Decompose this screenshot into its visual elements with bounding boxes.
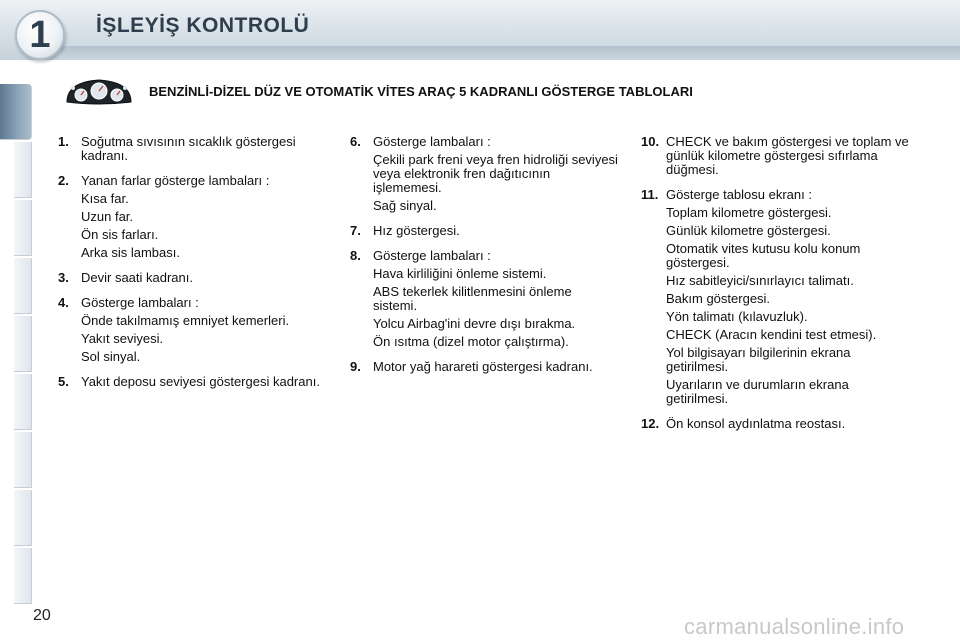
legend-item	[350, 135, 618, 213]
item-number: 7.	[350, 223, 361, 238]
legend-item	[641, 417, 909, 431]
section-heading: BENZİNLİ-DİZEL DÜZ VE OTOMATİK VİTES ARAÇ 5 KADRANLI GÖSTERGE TABLOLARI	[149, 84, 693, 99]
legend-item	[58, 174, 320, 260]
item-number: 10.	[641, 134, 660, 149]
item-number: 11.	[641, 187, 659, 202]
item-text: Motor yağ harareti göstergesi kadranı.	[373, 359, 593, 374]
item-text: Gösterge lambaları :	[81, 295, 199, 310]
item-text: Soğutma sıvısının sıcaklık göstergesi kadranı.	[81, 134, 296, 163]
item-number: 9.	[350, 359, 361, 374]
legend-item	[641, 188, 909, 406]
item-subtext: Yakıt seviyesi.	[81, 331, 164, 346]
legend-item	[350, 224, 618, 238]
item-subtext: Hava kirliliğini önleme sistemi.	[373, 266, 547, 281]
legend-column-3	[641, 135, 909, 442]
page-number: 20	[33, 607, 51, 624]
legend-item	[58, 271, 320, 285]
legend-item	[58, 375, 320, 389]
item-text: Ön konsol aydınlatma reostası.	[666, 416, 846, 431]
item-subtext: Yolcu Airbag'ini devre dışı bırakma.	[373, 316, 576, 331]
item-text: Yakıt deposu seviyesi göstergesi kadranı.	[81, 374, 320, 389]
item-subtext: CHECK (Aracın kendini test etmesi).	[666, 327, 877, 342]
header-shade	[60, 46, 960, 60]
legend-item	[350, 249, 618, 349]
item-number: 3.	[58, 270, 69, 285]
item-subtext: Otomatik vites kutusu kolu konum göstergesi.	[666, 241, 861, 270]
chapter-tab-5[interactable]	[14, 316, 32, 372]
legend-item	[58, 135, 320, 163]
item-subtext: Toplam kilometre göstergesi.	[666, 205, 832, 220]
item-number: 2.	[58, 173, 69, 188]
item-number: 12.	[641, 416, 660, 431]
chapter-tab-9[interactable]	[14, 548, 32, 604]
legend-item	[350, 360, 618, 374]
chapter-tab-3[interactable]	[14, 200, 32, 256]
item-subtext: Çekili park freni veya fren hidroliği seviyesi veya elektronik fren dağıtıcının işlememesi.	[373, 152, 618, 195]
item-subtext: Ön ısıtma (dizel motor çalıştırma).	[373, 334, 569, 349]
chapter-badge	[15, 10, 65, 60]
item-subtext: Sağ sinyal.	[373, 198, 437, 213]
item-subtext: Önde takılmamış emniyet kemerleri.	[81, 313, 290, 328]
item-subtext: Sol sinyal.	[81, 349, 141, 364]
chapter-tab-4[interactable]	[14, 258, 32, 314]
legend-item	[58, 296, 320, 364]
item-subtext: Yön talimatı (kılavuzluk).	[666, 309, 808, 324]
item-subtext: Uyarıların ve durumların ekrana getirilmesi.	[666, 377, 849, 406]
item-text: Gösterge lambaları :	[373, 134, 491, 149]
item-text: Gösterge lambaları :	[373, 248, 491, 263]
item-subtext: Kısa far.	[81, 191, 129, 206]
watermark: carmanualsonline.info	[684, 614, 905, 639]
item-text: Devir saati kadranı.	[81, 270, 193, 285]
legend-item	[641, 135, 909, 177]
item-number: 6.	[350, 134, 361, 149]
item-text: Gösterge tablosu ekranı :	[666, 187, 812, 202]
item-subtext: ABS tekerlek kilitlenmesini önleme sistemi.	[373, 284, 572, 313]
chapter-tab-strip	[0, 62, 34, 582]
item-subtext: Ön sis farları.	[81, 227, 159, 242]
legend-column-2	[350, 135, 618, 385]
item-text: CHECK ve bakım göstergesi ve toplam ve günlük kilometre göstergesi sıfırlama düğmesi.	[666, 134, 909, 177]
item-subtext: Yol bilgisayarı bilgilerinin ekrana getirilmesi.	[666, 345, 851, 374]
chapter-tab-2[interactable]	[14, 142, 32, 198]
page-title: İŞLEYİŞ KONTROLÜ	[96, 14, 310, 37]
chapter-tab-1[interactable]	[0, 84, 32, 140]
chapter-tab-8[interactable]	[14, 490, 32, 546]
item-text: Hız göstergesi.	[373, 223, 460, 238]
item-subtext: Bakım göstergesi.	[666, 291, 771, 306]
item-number: 8.	[350, 248, 361, 263]
chapter-number: 1	[29, 14, 51, 56]
chapter-tab-7[interactable]	[14, 432, 32, 488]
item-subtext: Arka sis lambası.	[81, 245, 180, 260]
dashboard-gauges-icon	[63, 76, 135, 113]
item-number: 4.	[58, 295, 69, 310]
item-subtext: Günlük kilometre göstergesi.	[666, 223, 831, 238]
chapter-tab-6[interactable]	[14, 374, 32, 430]
item-number: 5.	[58, 374, 69, 389]
item-subtext: Uzun far.	[81, 209, 134, 224]
item-subtext: Hız sabitleyici/sınırlayıcı talimatı.	[666, 273, 854, 288]
legend-column-1	[58, 135, 320, 400]
item-text: Yanan farlar gösterge lambaları :	[81, 173, 270, 188]
item-number: 1.	[58, 134, 69, 149]
